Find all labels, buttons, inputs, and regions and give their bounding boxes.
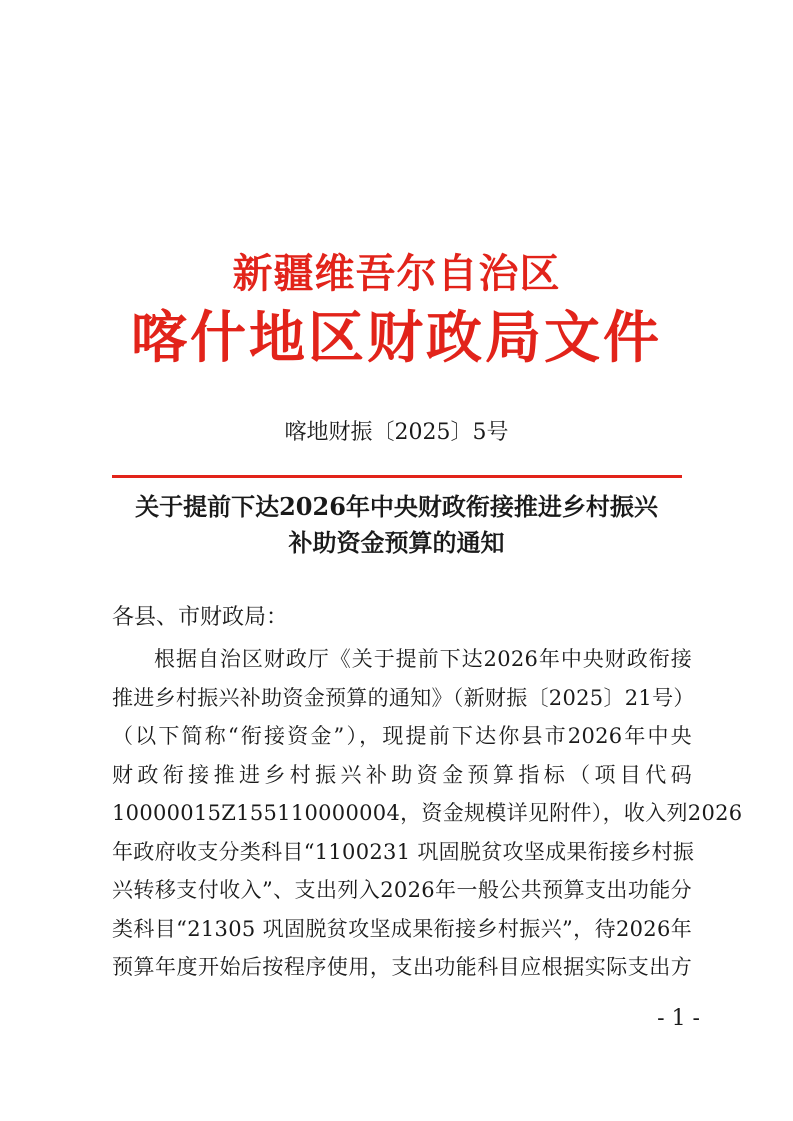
body-paragraph	[112, 640, 743, 987]
body-line: 年政府收支分类科目“1100231 巩固脱贫攻坚成果衔接乡村振	[112, 839, 695, 864]
body-line: 根据自治区财政厅《关于提前下达2026年中央财政衔接	[154, 647, 692, 671]
notice-title-line-1: 关于提前下达2026年中央财政衔接推进乡村振兴	[135, 492, 658, 521]
red-separator-line	[112, 475, 682, 478]
body-line: （以下简称“衔接资金”），现提前下达你县市2026年中央	[112, 724, 692, 748]
salutation: 各县、市财政局：	[112, 605, 289, 630]
body-line: 兴转移支付收入”、支出列入2026年一般公共预算支出功能分	[112, 878, 692, 902]
notice-title	[0, 489, 793, 561]
body-line: 10000015Z155110000004，资金规模详见附件），收入列2026	[112, 801, 743, 825]
notice-title-line-2: 补助资金预算的通知	[288, 528, 505, 557]
body-line: 类科目“21305 巩固脱贫攻坚成果衔接乡村振兴”，待2026年	[112, 916, 692, 941]
body-line: 推进乡村振兴补助资金预算的通知》（新财振〔2025〕21号）	[112, 685, 695, 710]
issuer-region-heading: 新疆维吾尔自治区	[232, 250, 561, 297]
body-line: 预算年度开始后按程序使用，支出功能科目应根据实际支出方	[112, 955, 692, 979]
page-number: - 1 -	[657, 1006, 700, 1031]
document-number: 喀地财振〔2025〕5号	[284, 420, 509, 445]
issuer-office-heading: 喀什地区财政局文件	[131, 305, 662, 371]
body-line: 财政衔接推进乡村振兴补助资金预算指标（项目代码	[112, 762, 692, 787]
